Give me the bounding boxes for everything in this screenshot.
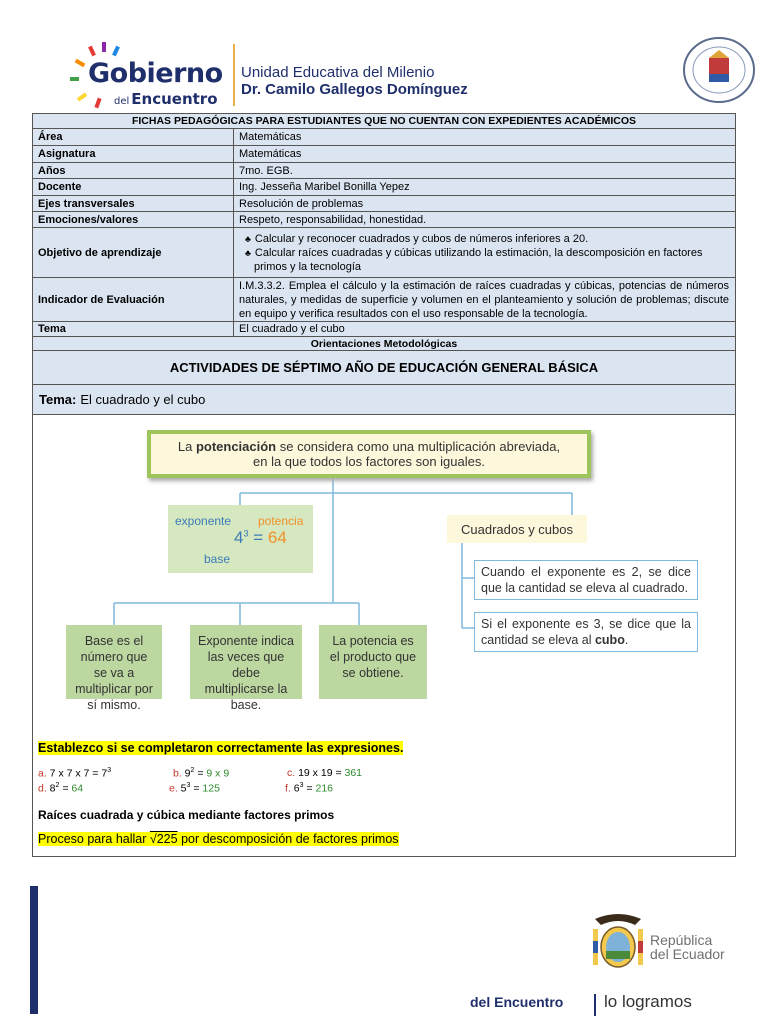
base-explanation-box: Base es el número que se va a multiplicar por sí mismo. (66, 625, 162, 699)
republica-line1: República (650, 932, 713, 948)
row-value: Respeto, responsabilidad, honestidad. (239, 213, 427, 226)
row-label: Objetivo de aprendizaje (33, 228, 234, 277)
square-root: √225 (149, 832, 178, 846)
proceso-line: Proceso para hallar √225 por descomposición de factores primos (38, 832, 399, 846)
exponente-explanation-box: Exponente indica las veces que debe multiplicarse la base. (190, 625, 302, 699)
row-value: Matemáticas (239, 131, 302, 143)
row-label: Área (33, 129, 234, 145)
exercise-a: a. 7 x 7 x $7 = 7^3$ (38, 767, 112, 780)
footer-separator (594, 994, 596, 1016)
row-label: Años (33, 163, 234, 178)
base-label: base (204, 552, 231, 566)
exercise-f: f. $6^3 = 216$ (285, 782, 334, 795)
row-label: Emociones/valores (33, 212, 234, 227)
ficha-title: FICHAS PEDAGÓGICAS PARA ESTUDIANTES QUE NO CUENTAN CON EXPEDIENTES ACADÉMICOS (131, 115, 637, 127)
exponente-label: exponente (175, 514, 232, 528)
exercise-e: e. $5^3 = 125$ (169, 782, 220, 795)
school-name-line2: Dr. Camilo Gallegos Domínguez (241, 81, 468, 98)
row-value: El cuadrado y el cubo (239, 323, 345, 335)
list-item: ♣ Calcular y reconocer cuadrados y cubos de números inferiores a 20. (245, 232, 731, 246)
cuadrado-note: Cuando el exponente es 2, se dice que la cantidad se eleva al cuadrado. (474, 560, 698, 600)
republica-line2: del Ecuador (650, 946, 725, 962)
exercise-c: c. 19 x 19 = 361 (287, 767, 363, 779)
formula: $4^3 = 64$ (234, 528, 287, 547)
tema-text: El cuadrado y el cubo (80, 392, 206, 407)
school-name-line1: Unidad Educativa del Milenio (241, 64, 435, 81)
potencia-explanation-box: La potencia es el producto que se obtiene. (319, 625, 427, 699)
exercise-d: d. $8^2 = 64$ (38, 782, 84, 795)
row-value: 7mo. EGB. (239, 164, 293, 177)
row-label: Tema (33, 322, 234, 336)
row-value: Resolución de problemas (239, 197, 364, 210)
logo-encuentro-text: del Encuentro (114, 90, 218, 108)
row-label: Ejes transversales (33, 196, 234, 211)
footer-encuentro: del Encuentro (470, 994, 564, 1010)
banner-line2: en la que todos los factores son iguales. (253, 454, 485, 469)
actividades-title: ACTIVIDADES DE SÉPTIMO AÑO DE EDUCACIÓN GENERAL BÁSICA (33, 351, 735, 385)
tema-label: Tema: (39, 392, 77, 407)
row-value: Matemáticas (239, 148, 302, 160)
row-label: Docente (33, 179, 234, 195)
ecuador-coat-of-arms-icon (589, 911, 647, 975)
cuadrados-cubos-title: Cuadrados y cubos (447, 515, 587, 543)
banner-line1: La potenciación se considera como una multiplicación abreviada, (177, 439, 561, 454)
row-label: Asignatura (33, 146, 234, 162)
row-label: Indicador de Evaluación (33, 278, 234, 321)
logo-gobierno-text: Gobierno (88, 58, 223, 89)
footer-accent-bar (30, 886, 38, 1014)
orientaciones-title: Orientaciones Metodológicas (310, 337, 458, 350)
row-value: Ing. Jesseña Maribel Bonilla Yepez (239, 181, 410, 193)
list-item: ♣ Calcular raíces cuadradas y cúbicas utilizando la estimación, la descomposición en factores primos y la tecnología (245, 246, 731, 274)
raices-heading: Raíces cuadrada y cúbica mediante factores primos (38, 808, 335, 822)
cubo-note: Si el exponente es 3, se dice que la cantidad se eleva al cubo. (474, 612, 698, 652)
potenciacion-banner (147, 430, 591, 478)
potencia-label: potencia (258, 514, 304, 528)
exercise-b: b. $9^2 = 9$ x 9 (173, 767, 230, 780)
exercise-instruction: Establezco si se completaron correctamente las expresiones. (38, 741, 404, 755)
footer-slogan: lo logramos (604, 992, 692, 1011)
indicador-value: I.M.3.3.2. Emplea el cálculo y la estimación de raíces cuadradas y cúbicas, potencias de números naturales, y medidas de superficie y volumen en el planteamiento y solución de problemas; discute en equipo y verifica resultados con el uso responsable de la tecnología. (239, 279, 729, 320)
